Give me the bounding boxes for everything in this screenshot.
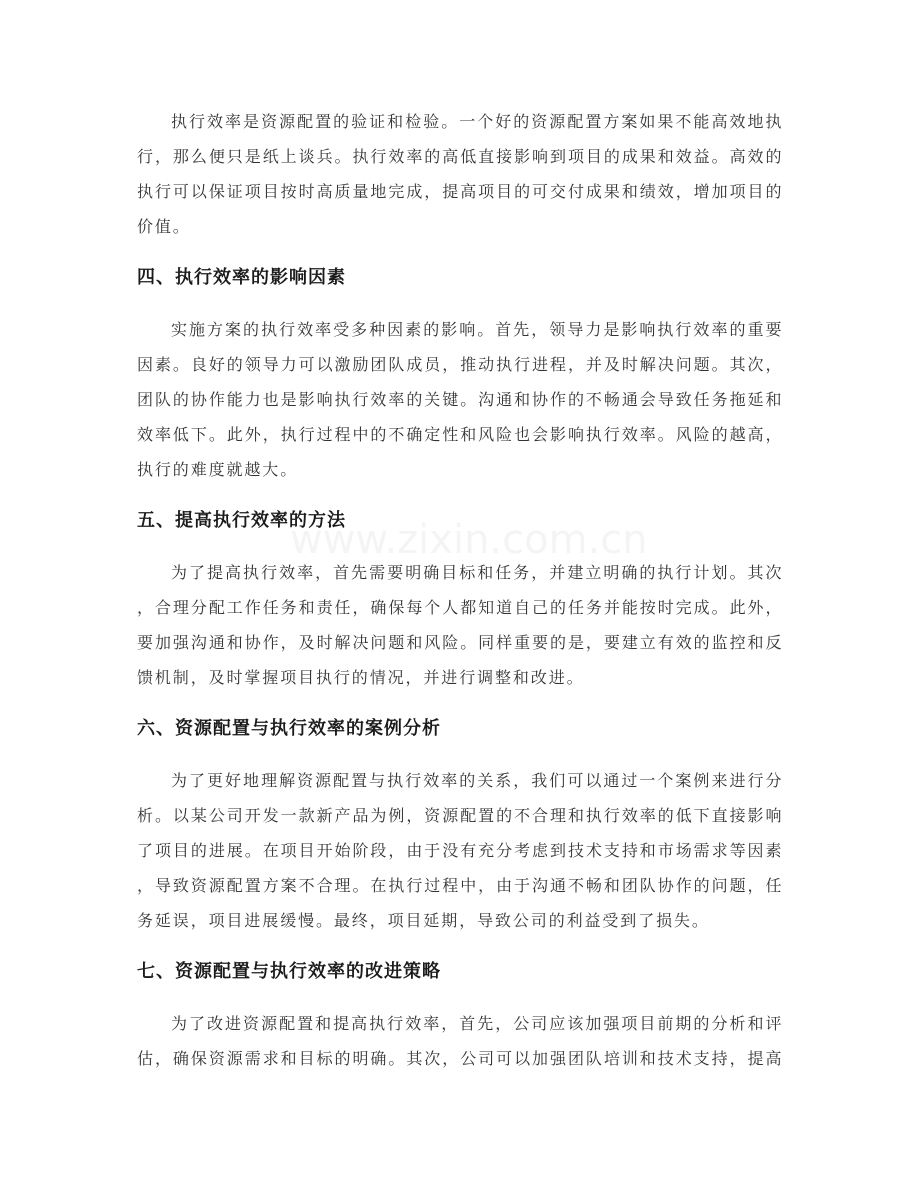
document-body (137, 104, 783, 1076)
paragraph-line: 行，那么便只是纸上谈兵。执行效率的高低直接影响到项目的成果和效益。高效的 (137, 147, 783, 166)
section-case-study (137, 711, 783, 938)
paragraph-line: 效率低下。此外，执行过程中的不确定性和风险也会影响执行效率。风险的越高， (137, 425, 783, 444)
paragraph-line: 实施方案的执行效率受多种因素的影响。首先，领导力是影响执行效率的重要 (171, 320, 783, 339)
section-improvement-strategies (137, 954, 783, 1076)
paragraph-line: 执行效率是资源配置的验证和检验。一个好的资源配置方案如果不能高效地执 (171, 112, 783, 131)
paragraph-line: ，合理分配工作任务和责任，确保每个人都知道自己的任务并能按时完成。此外， (137, 598, 783, 617)
section-improvement-methods (137, 503, 783, 695)
section-heading: 七、资源配置与执行效率的改进策略 (137, 961, 441, 982)
section-heading: 四、执行效率的影响因素 (137, 267, 346, 288)
paragraph-line: 估，确保资源需求和目标的明确。其次，公司可以加强团队培训和技术支持，提高 (137, 1049, 783, 1068)
paragraph-line: 析。以某公司开发一款新产品为例，资源配置的不合理和执行效率的低下直接影响 (137, 806, 783, 825)
paragraph-line: 价值。 (137, 217, 191, 236)
paragraph-line: 执行可以保证项目按时高质量地完成，提高项目的可交付成果和绩效，增加项目的 (137, 182, 783, 201)
paragraph-line: 为了提高执行效率，首先需要明确目标和任务，并建立明确的执行计划。其次 (171, 563, 783, 582)
paragraph-line: 馈机制，及时掌握项目执行的情况，并进行调整和改进。 (137, 668, 585, 687)
section-heading: 五、提高执行效率的方法 (137, 510, 346, 531)
section-paragraph (137, 1006, 783, 1076)
intro-paragraph (137, 104, 783, 244)
section-heading: 六、资源配置与执行效率的案例分析 (137, 718, 441, 739)
paragraph-line: 要加强沟通和协作，及时解决问题和风险。同样重要的是，要建立有效的监控和反 (137, 633, 783, 652)
paragraph-line: 执行的难度就越大。 (137, 460, 299, 479)
section-paragraph (137, 555, 783, 695)
paragraph-line: 因素。良好的领导力可以激励团队成员，推动执行进程，并及时解决问题。其次， (137, 355, 783, 374)
paragraph-line: 了项目的进展。在项目开始阶段，由于没有充分考虑到技术支持和市场需求等因素 (137, 841, 783, 860)
section-paragraph (137, 763, 783, 938)
paragraph-line: 为了改进资源配置和提高执行效率，首先，公司应该加强项目前期的分析和评 (171, 1014, 783, 1033)
paragraph-line: 务延误，项目进展缓慢。最终，项目延期，导致公司的利益受到了损失。 (137, 911, 710, 930)
paragraph-line: 团队的协作能力也是影响执行效率的关键。沟通和协作的不畅通会导致任务拖延和 (137, 390, 783, 409)
section-paragraph (137, 312, 783, 487)
section-influencing-factors (137, 260, 783, 487)
paragraph-line: ，导致资源配置方案不合理。在执行过程中，由于沟通不畅和团队协作的问题，任 (137, 876, 783, 895)
paragraph-line: 为了更好地理解资源配置与执行效率的关系，我们可以通过一个案例来进行分 (171, 771, 783, 790)
